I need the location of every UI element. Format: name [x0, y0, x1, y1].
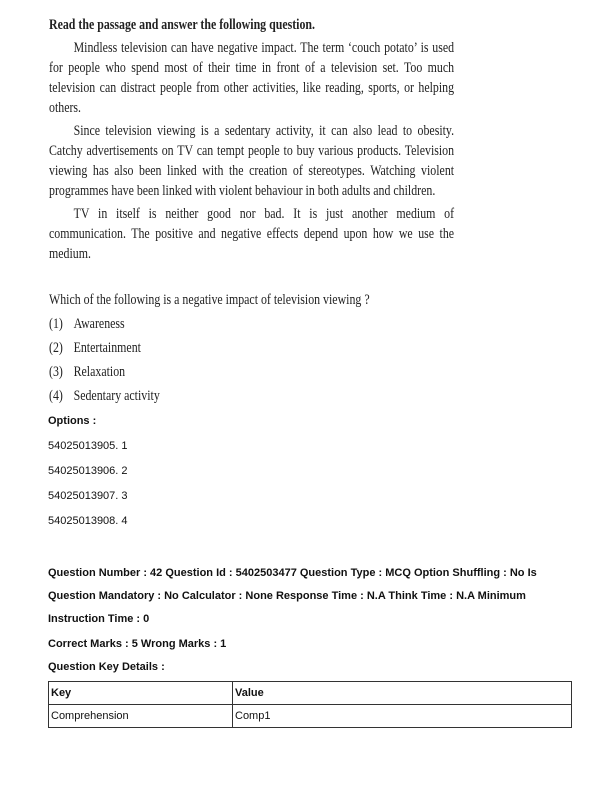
- key-details-label: Question Key Details :: [48, 661, 165, 673]
- choice-number: (2): [49, 340, 63, 356]
- choice: [49, 384, 459, 408]
- choice-number: (1): [49, 316, 63, 332]
- option-id: 54025013908. 4: [48, 515, 128, 527]
- cell-key: Comprehension: [49, 705, 233, 728]
- header-value: Value: [233, 682, 572, 705]
- question-text: Which of the following is a negative impact of television viewing ?: [49, 292, 370, 308]
- options-label: Options :: [48, 415, 97, 427]
- question-meta-line: Instruction Time : 0: [48, 613, 150, 625]
- choice: [49, 360, 459, 384]
- choice: [49, 336, 459, 360]
- passage: [49, 15, 454, 264]
- question-block: [49, 288, 459, 408]
- marks-line: Correct Marks : 5 Wrong Marks : 1: [48, 638, 227, 650]
- passage-paragraph: Mindless television can have negative impact. The term ‘couch potato’ is used for people who spend most of their time in front of a television set. Too much television can distract people from other activities, like reading, sports, or helping others.: [49, 40, 455, 116]
- key-details-table: [48, 681, 572, 728]
- option-id: 54025013906. 2: [48, 465, 128, 477]
- question-meta-line: Question Mandatory : No Calculator : None Response Time : N.A Think Time : N.A Minimum: [48, 590, 526, 602]
- option-id: 54025013905. 1: [48, 440, 128, 452]
- table-row: [49, 705, 572, 728]
- choice: [49, 312, 459, 336]
- choice-label: Awareness: [73, 316, 125, 332]
- option-id: 54025013907. 3: [48, 490, 128, 502]
- choice-number: (4): [49, 388, 63, 404]
- choice-label: Relaxation: [73, 364, 126, 380]
- table-header-row: [49, 682, 572, 705]
- question-meta-line: Question Number : 42 Question Id : 5402503477 Question Type : MCQ Option Shuffling : No Is: [48, 567, 537, 579]
- passage-heading: Read the passage and answer the following question.: [49, 17, 316, 33]
- passage-paragraph: TV in itself is neither good nor bad. It is just another medium of communication. The positive and negative effects depend upon how we use the medium.: [49, 206, 455, 262]
- choice-number: (3): [49, 364, 63, 380]
- header-key: Key: [49, 682, 233, 705]
- cell-value: Comp1: [233, 705, 572, 728]
- choice-label: Entertainment: [73, 340, 141, 356]
- choice-label: Sedentary activity: [73, 388, 160, 404]
- passage-paragraph: Since television viewing is a sedentary activity, it can also lead to obesity. Catchy advertisements on TV can tempt people to buy various products. Television viewing has also been linked with the creation of stereotypes. Watching violent programmes have been linked with violent behaviour in both adults and children.: [49, 123, 455, 199]
